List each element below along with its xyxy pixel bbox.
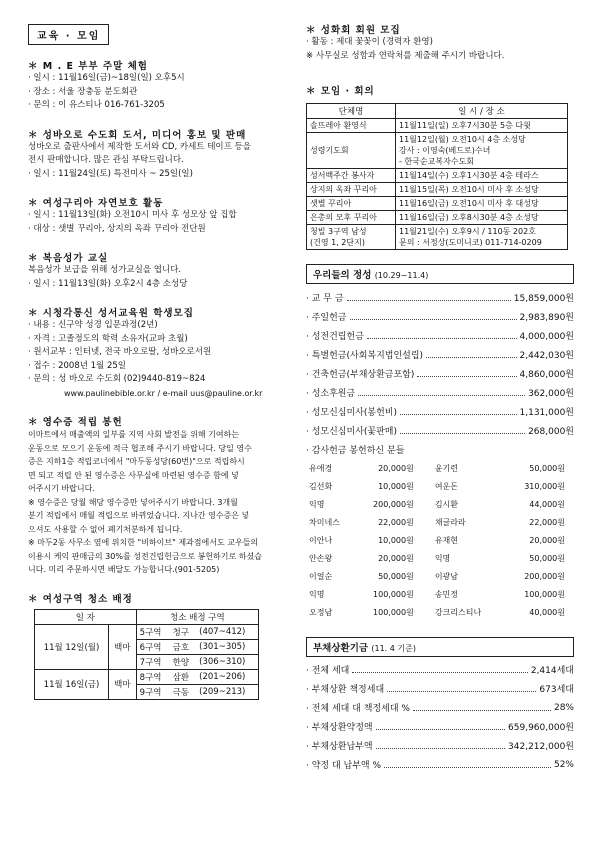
list-item-value: 2,442,030원 (519, 351, 574, 361)
list-item-value: 2,983,890원 (519, 313, 574, 323)
offering-section (306, 264, 574, 621)
table-cell: (201~206) (196, 669, 258, 684)
left-column (28, 0, 296, 700)
list-item-value: 673세대 (539, 685, 574, 695)
table-cell-zone: 백마 (108, 624, 136, 669)
bible-line: · 문의 : 성 바오로 수도회 (02)9440-819~824 (28, 374, 206, 384)
list-item-value: 2,414세대 (530, 666, 574, 676)
donor-name: 익명 (309, 589, 325, 599)
donor-name: 오정남 (309, 607, 333, 617)
list-item-label: · 건축헌금(부채상환금포함) (306, 370, 415, 380)
donor-amount: 22,000원 (378, 517, 414, 527)
table-cell-group: 샛별 꾸리아 (307, 197, 396, 211)
page-title: 교육 · 모임 (28, 24, 109, 45)
leader-dots (350, 313, 517, 320)
debt-section (306, 637, 574, 774)
table-cell-group: 성령기도회 (307, 133, 396, 169)
meetings-table (306, 103, 568, 250)
table-cell-group: 청빌 3구역 남성 (건영 1, 2단지) (307, 225, 396, 250)
leader-dots (417, 370, 516, 377)
leader-dots (384, 761, 551, 768)
donor-amount: 44,000원 (529, 499, 565, 509)
cleaning-table (34, 609, 259, 700)
donor-name: 이광남 (434, 571, 459, 581)
table-cell-schedule: 11월16일(금) 오전10시 미사 후 대성당 (396, 197, 568, 211)
me-line: · 일시 : 11월16일(금)~18일(일) 오후5시 (28, 73, 185, 83)
list-item-label: · 전체 세대 대 책정세대 % (306, 704, 410, 714)
table-cell-group: 솔뜨레아 환영식 (307, 119, 396, 133)
receipt-line: 어주시기 바랍니다. (28, 484, 95, 493)
list-item-label: · 성소후원금 (306, 389, 356, 399)
debt-date: (11. 4 기준) (371, 644, 416, 653)
offering-header (306, 264, 574, 284)
list-item-label: · 성전건립헌금 (306, 332, 364, 342)
list-item (306, 736, 574, 755)
table-row (307, 169, 568, 183)
meetings-body (307, 119, 568, 250)
donor-name: 김시환 (434, 499, 459, 509)
receipt-line: 이마트에서 매출액의 일부를 지역 사회 발전을 위해 기여하는 (28, 430, 239, 439)
bible-web-email[interactable]: www.paulinebible.or.kr / e-mail uus@pauline.or.kr (64, 388, 263, 398)
leader-dots (376, 723, 505, 730)
donor-name: 윤기련 (434, 463, 459, 473)
leader-dots (413, 704, 551, 711)
debt-list (306, 660, 574, 774)
table-row (35, 624, 259, 639)
table-cell: 5구역 (136, 624, 169, 639)
table-row (307, 119, 568, 133)
table-header: 단체명 (307, 104, 396, 119)
donor-table (306, 459, 568, 621)
table-cell: 6구역 (136, 639, 169, 654)
receipt-section (28, 414, 296, 577)
table-row (307, 183, 568, 197)
bible-line: · 접수 : 2008년 1월 25일 (28, 360, 126, 371)
list-item-value: 362,000원 (528, 389, 574, 399)
bible-line: · 자격 : 고졸정도의 학력 소유자(교파 초월) (28, 333, 188, 344)
donor-amount: 20,000원 (529, 535, 565, 545)
table-row (306, 495, 568, 513)
table-cell-group: 은총의 모후 꾸리아 (307, 211, 396, 225)
table-cell: 삼환 (170, 669, 197, 684)
table-row (35, 669, 259, 684)
leader-dots (367, 332, 517, 339)
media-line: 성바오로 출판사에서 제작한 도서와 CD, 카세트 테이프 등을 (28, 141, 251, 152)
leader-dots (400, 427, 525, 434)
leader-dots (387, 685, 536, 692)
section-header (28, 24, 296, 45)
media-title: ＊ 성바오로 수도회 도서, 미디어 홍보 및 판매 (28, 129, 247, 141)
table-header-row (307, 104, 568, 119)
table-row (307, 133, 568, 169)
donor-amount: 100,000원 (373, 589, 414, 599)
list-item-label: · 부채상환 책정세대 (306, 685, 385, 695)
donor-amount: 20,000원 (378, 463, 414, 473)
list-item (306, 698, 574, 717)
women-line: · 대상 : 샛별 꾸리아, 상지의 옥좌 꾸리아 전단원 (28, 223, 206, 234)
cleaning-section (28, 591, 296, 700)
donor-amount: 20,000원 (378, 553, 414, 563)
table-row (306, 567, 568, 585)
receipt-line: 분기 적립에서 매월 적립으로 바뀌었습니다. 지나간 영수증은 넣 (28, 511, 250, 520)
list-item-label: · 부채상환납부액 (306, 742, 373, 752)
leader-dots (400, 408, 517, 415)
leader-dots (426, 351, 516, 358)
table-row (306, 585, 568, 603)
donor-name: 강크리스티나 (434, 607, 482, 617)
list-item-value: 268,000원 (528, 427, 574, 437)
women-section (28, 195, 296, 236)
table-cell: 8구역 (136, 669, 169, 684)
women-line: · 일시 : 11월13일(화) 오전10시 미사 후 성모상 앞 집합 (28, 210, 237, 220)
table-cell-group: 상지의 옥좌 꾸리아 (307, 183, 396, 197)
leader-dots (358, 389, 525, 396)
list-item-value: 659,960,000원 (508, 723, 574, 733)
donor-amount: 310,000원 (524, 481, 565, 491)
table-cell-date: 11월 16일(금) (35, 669, 109, 699)
table-header: 일 자 (35, 609, 137, 624)
list-item (306, 717, 574, 736)
list-item-value: 342,212,000원 (508, 742, 574, 752)
liturgy-line: · 활동 : 제대 꽃꽂이 (경력자 환영) (306, 37, 433, 47)
media-section (28, 127, 296, 182)
bible-line: · 내용 : 신구약 성경 입문과정(2년) (28, 320, 158, 330)
list-item-label: · 주일헌금 (306, 313, 347, 323)
table-header-row (35, 609, 259, 624)
list-item-label: · 성모신심미사(봉헌비) (306, 408, 397, 418)
cleaning-title: ＊ 여성구역 청소 배정 (28, 593, 133, 605)
donor-amount: 40,000원 (529, 607, 565, 617)
debt-title: 부채상환기금 (313, 643, 369, 654)
list-item-value: 1,131,000원 (519, 408, 574, 418)
table-cell-date: 11월 12일(월) (35, 624, 109, 669)
media-line: · 일시 : 11월24일(토) 특전미사 ~ 25일(일) (28, 168, 193, 179)
bible-section (28, 305, 296, 400)
leader-dots (347, 294, 511, 301)
media-line: 전시 판매합니다. 많은 관심 부탁드립니다. (28, 155, 184, 165)
donor-amount: 50,000원 (378, 571, 414, 581)
donor-name: 이얼순 (309, 571, 333, 581)
table-row (307, 225, 568, 250)
list-item (306, 421, 574, 440)
leader-dots (376, 742, 505, 749)
donor-name: 송민정 (434, 589, 459, 599)
donor-name: 여운돈 (434, 481, 459, 491)
donor-name: 안손왕 (309, 553, 333, 563)
table-row (306, 459, 568, 477)
list-item (306, 402, 574, 421)
receipt-line: 면 되고 적립 안 된 영수증은 사무실에 마련된 영수증 함에 넣 (28, 470, 239, 480)
liturgy-title: ＊ 성화회 회원 모집 (306, 25, 401, 36)
right-column (306, 0, 574, 774)
table-cell-schedule: 11월12일(월) 오전10시 4층 소성당 강사 : 이영숙(베드로)수녀 - 한국순교복자수도회 (396, 133, 568, 169)
donor-amount: 100,000원 (373, 607, 414, 617)
donor-name: 차미네스 (309, 517, 340, 527)
list-item (306, 383, 574, 402)
donor-name: 채글라라 (434, 517, 466, 527)
donor-amount: 10,000원 (378, 481, 414, 491)
gospel-section (28, 250, 296, 291)
donor-amount: 200,000원 (524, 571, 565, 581)
list-item (306, 288, 574, 307)
thanks-title (306, 440, 574, 459)
table-cell: 극동 (170, 684, 197, 699)
table-cell-group: 성서백주간 봉사자 (307, 169, 396, 183)
list-item-label: · 교 무 금 (306, 294, 344, 304)
donor-name: 익명 (309, 499, 325, 509)
bible-title: ＊ 시청각통신 성서교육원 학생모집 (28, 308, 194, 319)
list-item-value: 28% (553, 702, 574, 713)
list-item (306, 307, 574, 326)
donor-amount: 100,000원 (524, 589, 565, 599)
offering-title: 우리들의 정성 (313, 270, 372, 281)
receipt-line: 니다. 미리 주문하시면 배달도 가능합니다.(901-5205) (28, 565, 220, 574)
list-item-value: 4,860,000원 (519, 370, 574, 380)
me-line: · 문의 : 이 유스티나 016-761-3205 (28, 100, 165, 110)
meetings-title: ＊ 모임 · 회의 (306, 86, 375, 97)
list-item-value: 52% (553, 759, 574, 770)
liturgy-section (306, 22, 574, 63)
list-item (306, 679, 574, 698)
table-cell: 금호 (170, 639, 197, 654)
receipt-line: ※ 마두2동 사무소 옆에 위치한 "비하이브" 제과점에서도 교우들의 (28, 538, 259, 547)
table-row (306, 531, 568, 549)
table-cell: (209~213) (196, 684, 258, 699)
table-cell: (301~305) (196, 639, 258, 654)
table-cell: (306~310) (196, 654, 258, 669)
thanks-title-text: · 감사헌금 봉헌하신 분들 (306, 446, 405, 456)
offering-period: (10.29~11.4) (374, 271, 429, 280)
table-row (307, 197, 568, 211)
table-row (306, 513, 568, 531)
receipt-title: ＊ 영수증 적립 봉헌 (28, 417, 123, 428)
list-item-label: · 전체 세대 (306, 666, 350, 676)
table-cell-schedule: 11월15일(목) 오전10시 미사 후 소성당 (396, 183, 568, 197)
debt-header (306, 637, 574, 657)
table-row (306, 477, 568, 495)
table-cell-schedule: 11월11일(일) 오후7시30분 5층 다윗 (396, 119, 568, 133)
list-item (306, 345, 574, 364)
list-item (306, 326, 574, 345)
table-row (306, 603, 568, 621)
list-item-value: 15,859,000원 (513, 294, 574, 304)
donor-amount: 22,000원 (529, 517, 565, 527)
meetings-section (306, 83, 574, 250)
receipt-line: 운동으로 모으기 운동에 적극 협조해 주시기 바랍니다. 당일 영수 (28, 443, 252, 453)
table-header: 일 시 / 장 소 (396, 104, 568, 119)
bible-line: · 원서교부 : 인터넷, 전국 바오로딸, 성바오로서원 (28, 347, 212, 357)
table-row (306, 549, 568, 567)
donor-name: 김선화 (309, 481, 333, 491)
list-item-label: · 부채상환약정액 (306, 723, 373, 733)
receipt-line: 으셔도 사용할 수 없어 폐기처분하게 됩니다. (28, 524, 183, 534)
table-cell: 9구역 (136, 684, 169, 699)
donor-name: 이안나 (309, 535, 333, 545)
gospel-line: 복음성가 보급을 위해 성가교실을 엽니다. (28, 265, 182, 275)
women-title: ＊ 여성구리아 자연보호 활동 (28, 198, 164, 209)
donor-amount: 50,000원 (529, 463, 565, 473)
list-item-label: · 성모신심미사(꽃판매) (306, 427, 397, 437)
table-row (307, 211, 568, 225)
table-cell-zone: 백마 (108, 669, 136, 699)
list-item (306, 660, 574, 679)
offering-list (306, 288, 574, 440)
me-title: ＊ M . E 부부 주말 체험 (28, 61, 148, 72)
donor-name: 유애경 (309, 463, 333, 473)
gospel-line: · 일시 : 11월13일(화) 오후2시 4층 소성당 (28, 278, 188, 289)
list-item (306, 364, 574, 383)
list-item-label: · 약정 대 납부액 % (306, 761, 382, 771)
list-item-label: · 특별헌금(사회복지법인설립) (306, 351, 424, 361)
donor-amount: 50,000원 (529, 553, 565, 563)
donor-amount: 10,000원 (378, 535, 414, 545)
table-cell: (407~412) (196, 624, 258, 639)
me-section (28, 58, 296, 113)
table-cell-schedule: 11월14일(수) 오후1시30분 4층 테라스 (396, 169, 568, 183)
leader-dots (352, 666, 527, 673)
donor-amount: 200,000원 (373, 499, 414, 509)
liturgy-line: ※ 사무실로 성함과 연락처를 제출해 주시기 바랍니다. (306, 50, 505, 61)
donor-name: 유재현 (434, 535, 459, 545)
gospel-title: ＊ 복음성가 교실 (28, 253, 109, 264)
table-cell-schedule: 11월21일(수) 오후9시 / 110동 202호 문의 : 서정상(도미니코) 011-714-0209 (396, 225, 568, 250)
table-cell: 7구역 (136, 654, 169, 669)
list-item (306, 755, 574, 774)
table-header: 청소 배정 구역 (136, 609, 258, 624)
receipt-line: 이용시 케익 판매금의 30%를 성전건립헌금으로 봉헌하기로 하셨습 (28, 551, 262, 561)
receipt-line: 증은 지하1층 적립코너에서 "마두동성당(60번)"으로 적립하시 (28, 457, 245, 466)
list-item-value: 4,000,000원 (519, 332, 574, 342)
table-cell: 청구 (170, 624, 197, 639)
table-cell-schedule: 11월16일(금) 오후8시30분 4층 소성당 (396, 211, 568, 225)
donor-name: 익명 (434, 553, 451, 563)
me-line: · 장소 : 서울 장충동 분도회관 (28, 86, 138, 97)
receipt-line: ※ 영수증은 당월 해당 영수증만 넣어주시기 바랍니다. 3개월 (28, 497, 238, 507)
table-cell: 한양 (170, 654, 197, 669)
